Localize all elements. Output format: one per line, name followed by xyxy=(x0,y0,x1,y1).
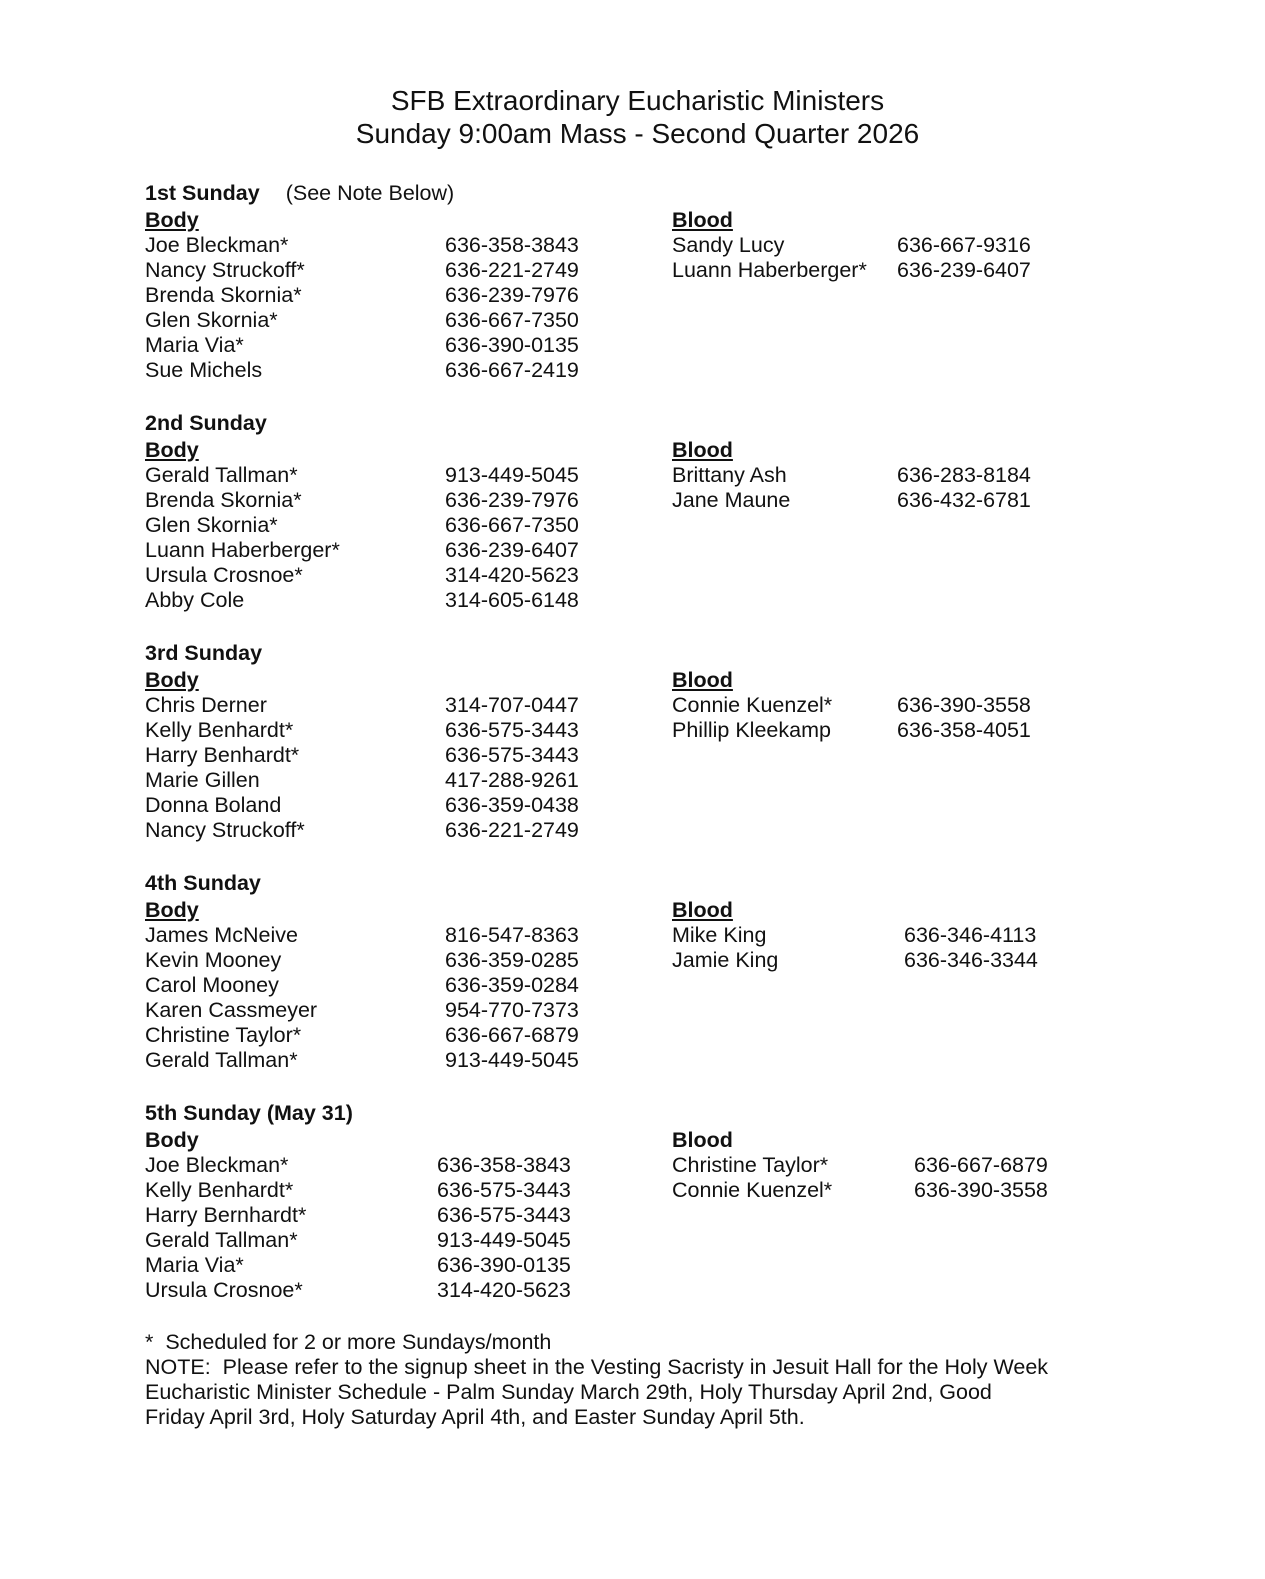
list-item xyxy=(672,693,1031,718)
list-item xyxy=(145,923,579,948)
list-item xyxy=(145,1048,579,1073)
body-ministers-list xyxy=(145,898,579,1073)
minister-name: Marie Gillen xyxy=(145,768,260,792)
minister-name: Luann Haberberger* xyxy=(672,258,867,282)
minister-phone: 636-575-3443 xyxy=(437,1203,571,1227)
minister-phone: 636-390-0135 xyxy=(445,333,579,357)
minister-phone: 636-667-7350 xyxy=(445,308,579,332)
blood-label: Blood xyxy=(672,898,733,922)
minister-name: Joe Bleckman* xyxy=(145,1153,289,1177)
minister-phone: 636-390-0135 xyxy=(437,1253,571,1277)
minister-phone: 816-547-8363 xyxy=(445,923,579,947)
body-ministers-list xyxy=(145,438,579,613)
list-item xyxy=(145,588,579,613)
minister-name: Christine Taylor* xyxy=(672,1153,829,1177)
list-item xyxy=(145,718,579,743)
minister-name: Harry Benhardt* xyxy=(145,743,300,767)
document-header xyxy=(0,84,1265,150)
section-title: 1st Sunday xyxy=(145,181,260,205)
list-item xyxy=(672,1153,1048,1178)
body-label: Body xyxy=(145,438,199,462)
minister-name: Mike King xyxy=(672,923,767,947)
minister-phone: 636-221-2749 xyxy=(445,818,579,842)
minister-phone: 314-605-6148 xyxy=(445,588,579,612)
minister-phone: 636-575-3443 xyxy=(445,743,579,767)
list-item xyxy=(145,488,579,513)
minister-phone: 417-288-9261 xyxy=(445,768,579,792)
list-item xyxy=(672,1178,1048,1203)
minister-phone: 636-667-9316 xyxy=(897,233,1031,257)
sunday-section-1 xyxy=(145,181,1145,382)
minister-name: Brenda Skornia* xyxy=(145,283,302,307)
list-item xyxy=(145,1178,571,1203)
list-item xyxy=(145,1203,571,1228)
minister-phone: 636-283-8184 xyxy=(897,463,1031,487)
asterisk-note: * Scheduled for 2 or more Sundays/month xyxy=(145,1330,552,1354)
minister-name: Abby Cole xyxy=(145,588,245,612)
minister-phone: 636-667-2419 xyxy=(445,358,579,382)
list-item xyxy=(145,973,579,998)
sunday-section-2 xyxy=(145,411,1145,612)
section-title: 5th Sunday (May 31) xyxy=(145,1101,353,1125)
section-title: 3rd Sunday xyxy=(145,641,263,665)
section-note: (See Note Below) xyxy=(285,181,455,205)
blood-label: Blood xyxy=(672,668,733,692)
list-item xyxy=(145,818,579,843)
minister-phone: 636-346-4113 xyxy=(904,923,1037,947)
minister-phone: 636-667-6879 xyxy=(445,1023,579,1047)
minister-name: Chris Derner xyxy=(145,693,267,717)
list-item xyxy=(672,463,1031,488)
list-item xyxy=(145,333,579,358)
document-subtitle: Sunday 9:00am Mass - Second Quarter 2026 xyxy=(355,118,920,149)
list-item xyxy=(145,998,579,1023)
minister-name: Maria Via* xyxy=(145,333,244,357)
list-item xyxy=(145,1278,571,1303)
minister-phone: 314-420-5623 xyxy=(437,1278,571,1302)
minister-name: Brenda Skornia* xyxy=(145,488,302,512)
section-heading xyxy=(145,641,1145,668)
minister-name: Phillip Kleekamp xyxy=(672,718,831,742)
minister-phone: 913-449-5045 xyxy=(437,1228,571,1252)
list-item xyxy=(145,563,579,588)
list-item xyxy=(145,258,579,283)
list-item xyxy=(145,308,579,333)
minister-name: Harry Bernhardt* xyxy=(145,1203,307,1227)
minister-phone: 636-239-6407 xyxy=(897,258,1031,282)
minister-name: Jamie King xyxy=(672,948,779,972)
list-item xyxy=(145,948,579,973)
list-item xyxy=(672,233,1031,258)
section-heading xyxy=(145,411,1145,438)
blood-ministers-list xyxy=(672,1128,1048,1203)
holy-week-note-line: Eucharistic Minister Schedule - Palm Sunday March 29th, Holy Thursday April 2nd, Good xyxy=(145,1380,992,1404)
minister-phone: 636-358-4051 xyxy=(897,718,1031,742)
body-label: Body xyxy=(145,1128,199,1152)
minister-phone: 636-359-0285 xyxy=(445,948,579,972)
minister-phone: 636-221-2749 xyxy=(445,258,579,282)
minister-name: Gerald Tallman* xyxy=(145,1228,298,1252)
minister-name: Connie Kuenzel* xyxy=(672,693,833,717)
list-item xyxy=(145,1253,571,1278)
list-item xyxy=(672,923,1037,948)
minister-name: Ursula Crosnoe* xyxy=(145,563,303,587)
list-item xyxy=(672,258,1031,283)
minister-name: Christine Taylor* xyxy=(145,1023,302,1047)
document-title: SFB Extraordinary Eucharistic Ministers xyxy=(390,85,885,116)
minister-phone: 954-770-7373 xyxy=(445,998,579,1022)
body-ministers-list xyxy=(145,1128,571,1303)
list-item xyxy=(145,743,579,768)
list-item xyxy=(672,948,1038,973)
minister-name: Joe Bleckman* xyxy=(145,233,289,257)
list-item xyxy=(145,1153,571,1178)
list-item xyxy=(145,768,579,793)
minister-name: Nancy Struckoff* xyxy=(145,258,305,282)
list-item xyxy=(145,283,579,308)
minister-phone: 636-359-0284 xyxy=(445,973,579,997)
minister-name: Kelly Benhardt* xyxy=(145,1178,294,1202)
section-heading xyxy=(145,1101,1145,1128)
list-item xyxy=(145,1023,579,1048)
minister-phone: 636-239-6407 xyxy=(445,538,579,562)
minister-phone: 636-239-7976 xyxy=(445,283,579,307)
blood-label: Blood xyxy=(672,1128,733,1152)
minister-phone: 636-390-3558 xyxy=(914,1178,1048,1202)
list-item xyxy=(145,793,579,818)
minister-name: Jane Maune xyxy=(672,488,791,512)
blood-label: Blood xyxy=(672,438,733,462)
minister-phone: 636-575-3443 xyxy=(437,1178,571,1202)
minister-name: Ursula Crosnoe* xyxy=(145,1278,303,1302)
minister-phone: 636-390-3558 xyxy=(897,693,1031,717)
minister-name: Sue Michels xyxy=(145,358,263,382)
minister-name: Luann Haberberger* xyxy=(145,538,340,562)
minister-name: Maria Via* xyxy=(145,1253,244,1277)
blood-ministers-list xyxy=(672,438,1031,513)
minister-name: Karen Cassmeyer xyxy=(145,998,318,1022)
minister-phone: 636-239-7976 xyxy=(445,488,579,512)
list-item xyxy=(672,488,1031,513)
list-item xyxy=(145,463,579,488)
section-title: 4th Sunday xyxy=(145,871,261,895)
minister-name: Connie Kuenzel* xyxy=(672,1178,833,1202)
body-label: Body xyxy=(145,898,199,922)
minister-name: Carol Mooney xyxy=(145,973,279,997)
minister-phone: 636-358-3843 xyxy=(445,233,579,257)
minister-phone: 636-667-6879 xyxy=(914,1153,1048,1177)
minister-name: Gerald Tallman* xyxy=(145,1048,298,1072)
holy-week-note-line: NOTE: Please refer to the signup sheet in the Vesting Sacristy in Jesuit Hall for the Holy Week xyxy=(145,1355,1049,1379)
sunday-section-5 xyxy=(145,1101,1145,1302)
blood-label: Blood xyxy=(672,208,733,232)
section-title: 2nd Sunday xyxy=(145,411,267,435)
minister-phone: 636-358-3843 xyxy=(437,1153,571,1177)
list-item xyxy=(145,538,579,563)
minister-phone: 636-575-3443 xyxy=(445,718,579,742)
section-heading xyxy=(145,181,1145,208)
list-item xyxy=(145,233,579,258)
minister-name: James McNeive xyxy=(145,923,298,947)
section-heading xyxy=(145,871,1145,898)
blood-ministers-list xyxy=(672,898,1038,973)
body-ministers-list xyxy=(145,208,579,383)
minister-name: Glen Skornia* xyxy=(145,513,278,537)
list-item xyxy=(145,358,579,383)
minister-phone: 636-346-3344 xyxy=(904,948,1038,972)
minister-phone: 913-449-5045 xyxy=(445,463,579,487)
blood-ministers-list xyxy=(672,208,1031,283)
list-item xyxy=(145,513,579,538)
minister-name: Donna Boland xyxy=(145,793,282,817)
sunday-section-4 xyxy=(145,871,1145,1072)
minister-name: Sandy Lucy xyxy=(672,233,785,257)
minister-phone: 314-707-0447 xyxy=(445,693,579,717)
list-item xyxy=(145,1228,571,1253)
sunday-section-3 xyxy=(145,641,1145,842)
minister-name: Brittany Ash xyxy=(672,463,787,487)
minister-name: Kelly Benhardt* xyxy=(145,718,294,742)
holy-week-note-line: Friday April 3rd, Holy Saturday April 4th, and Easter Sunday April 5th. xyxy=(145,1405,805,1429)
body-ministers-list xyxy=(145,668,579,843)
minister-phone: 636-432-6781 xyxy=(897,488,1031,512)
minister-name: Kevin Mooney xyxy=(145,948,282,972)
minister-name: Gerald Tallman* xyxy=(145,463,298,487)
body-label: Body xyxy=(145,208,199,232)
list-item xyxy=(672,718,1031,743)
minister-phone: 314-420-5623 xyxy=(445,563,579,587)
blood-ministers-list xyxy=(672,668,1031,743)
body-label: Body xyxy=(145,668,199,692)
list-item xyxy=(145,693,579,718)
minister-name: Nancy Struckoff* xyxy=(145,818,305,842)
footer-notes xyxy=(145,1330,1145,1430)
minister-phone: 636-667-7350 xyxy=(445,513,579,537)
minister-name: Glen Skornia* xyxy=(145,308,278,332)
minister-phone: 913-449-5045 xyxy=(445,1048,579,1072)
minister-phone: 636-359-0438 xyxy=(445,793,579,817)
